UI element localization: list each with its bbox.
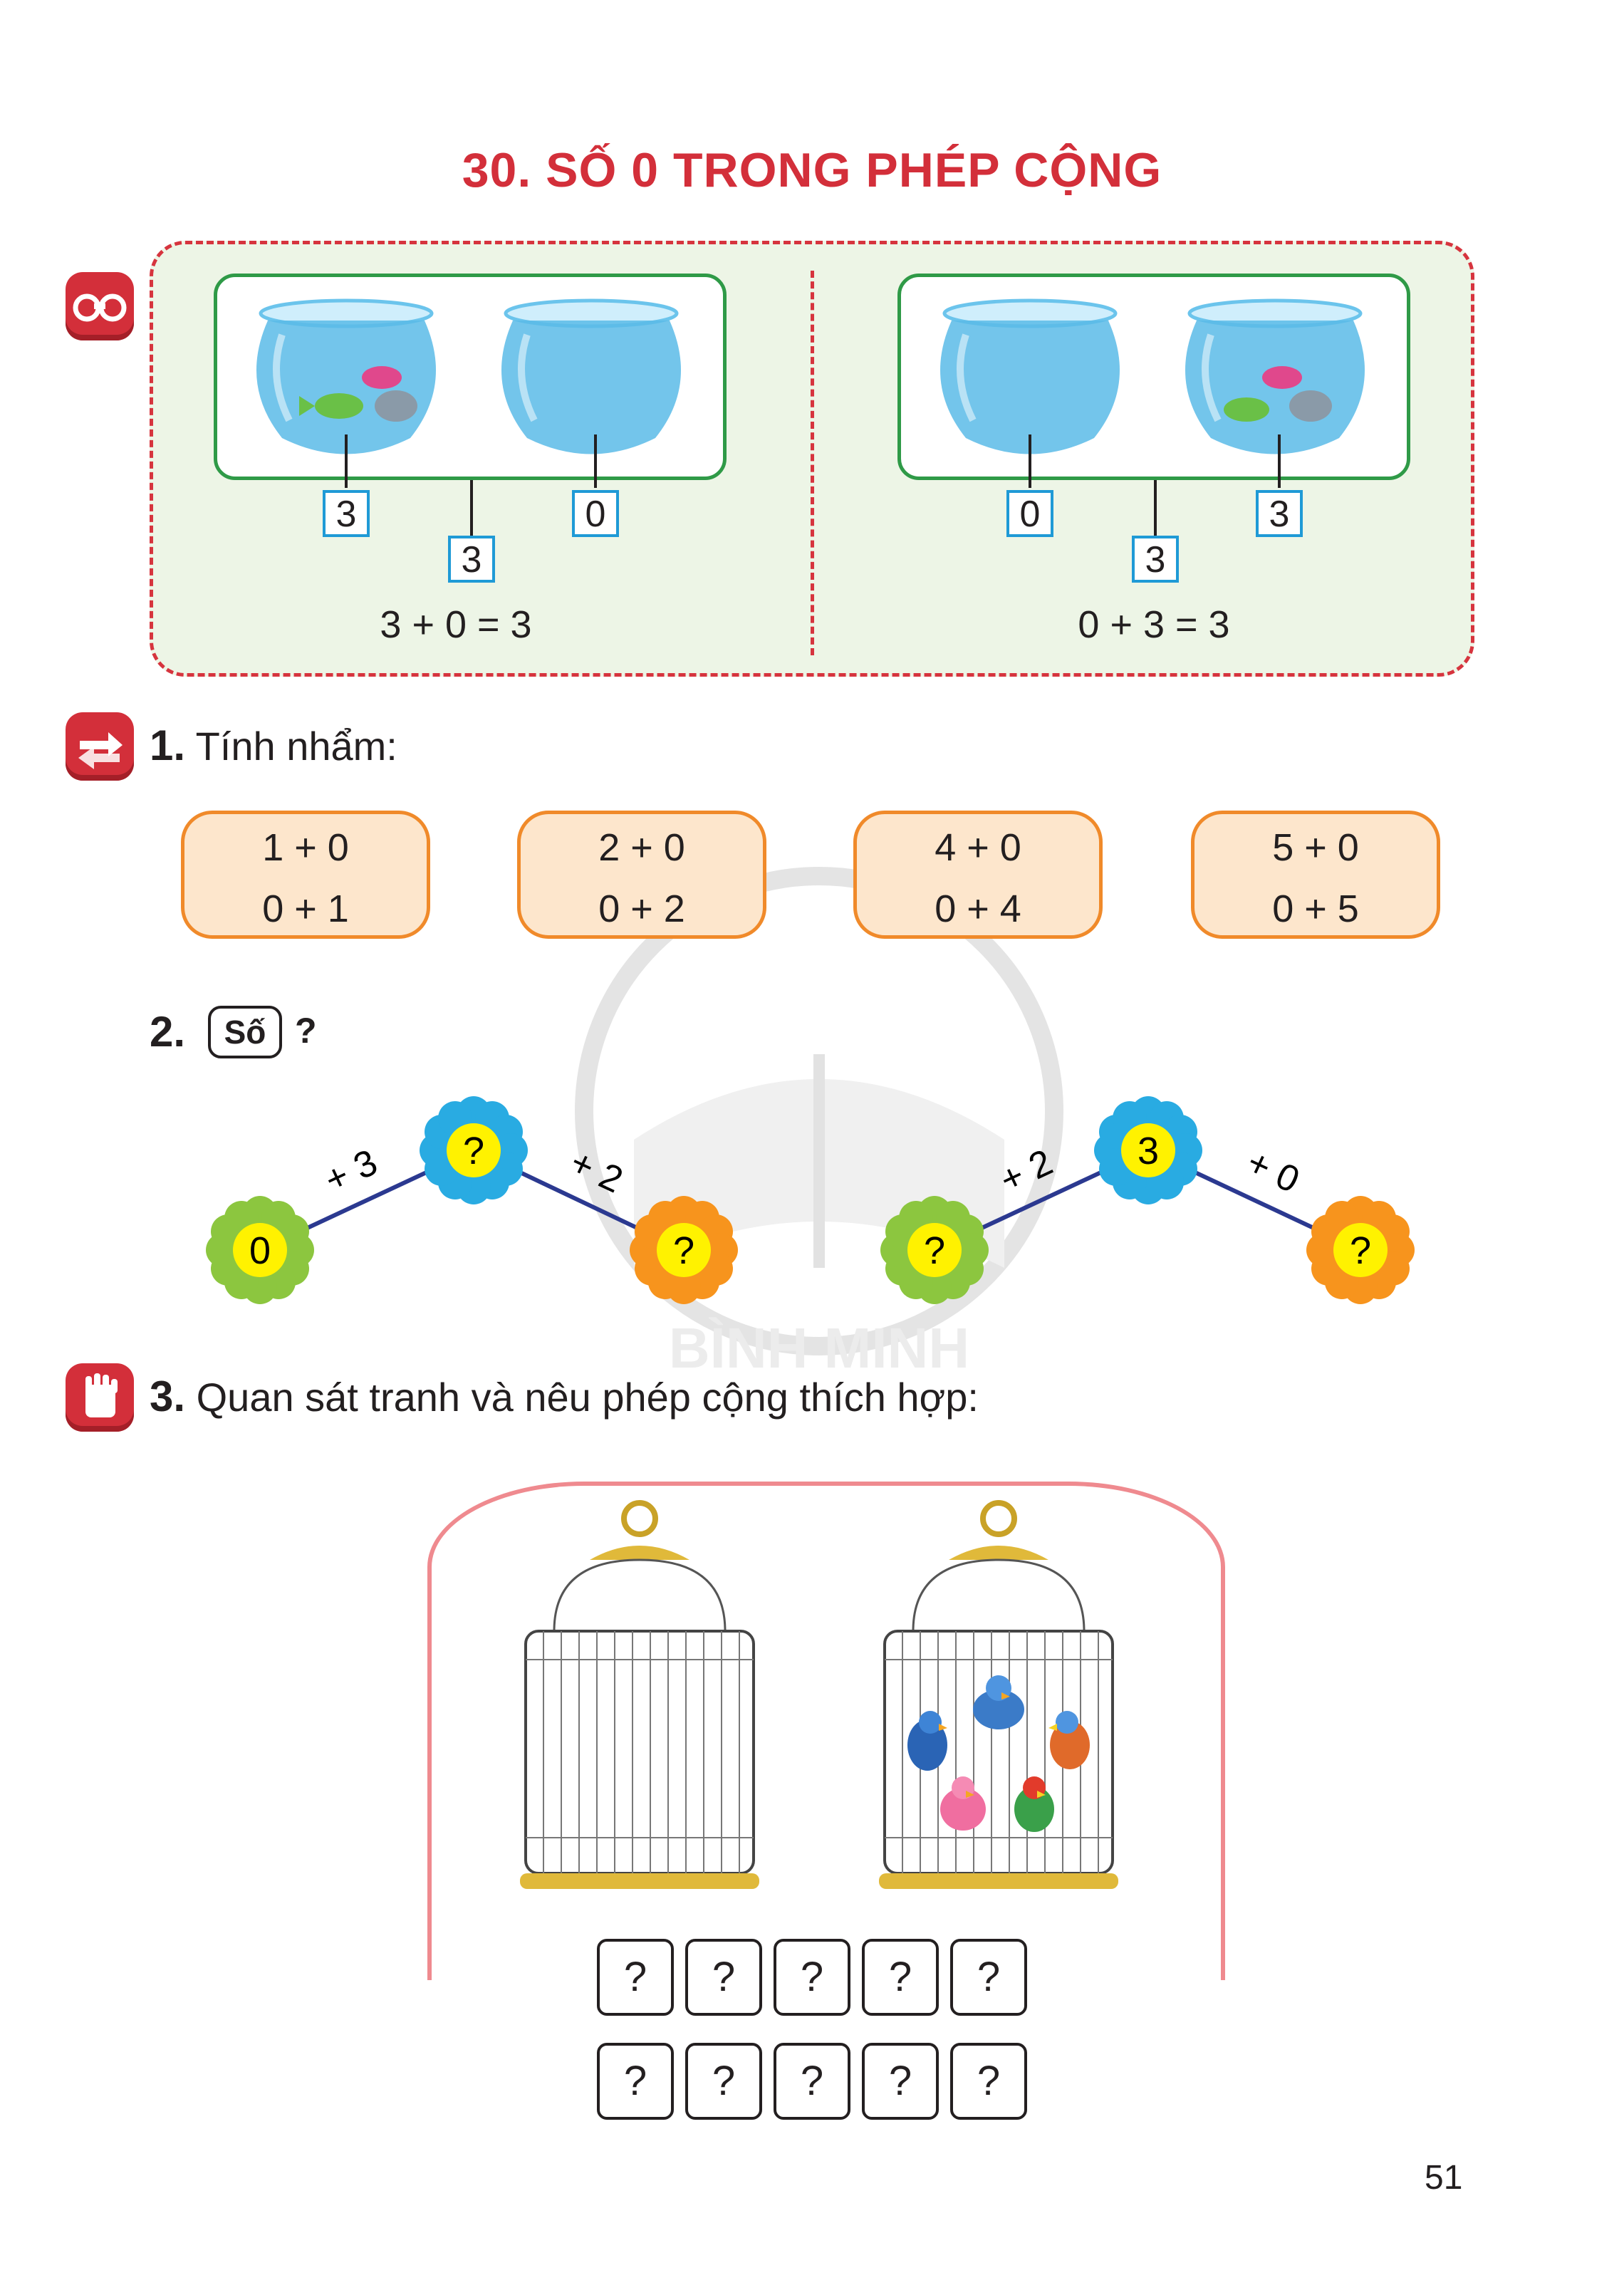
calc-line: 0 + 5 bbox=[1272, 887, 1359, 930]
number-box: 3 bbox=[323, 490, 370, 537]
number-box: 3 bbox=[1256, 490, 1303, 537]
calc-card bbox=[517, 811, 766, 939]
exercise-3-number: 3. bbox=[150, 1373, 186, 1420]
flower-value: ? bbox=[672, 1229, 695, 1272]
watermark-text: BÌNH MINH bbox=[668, 1316, 970, 1380]
birdcage-with-birds bbox=[870, 1496, 1127, 1895]
birdcage-empty bbox=[511, 1496, 768, 1895]
answer-box[interactable]: ? bbox=[774, 1939, 850, 2016]
operation-label: + 3 bbox=[318, 1141, 384, 1202]
exercise-1-title: Tính nhẩm: bbox=[195, 724, 397, 769]
answer-box[interactable]: ? bbox=[950, 1939, 1027, 2016]
number-box: 3 bbox=[448, 536, 495, 583]
flower-value: 0 bbox=[249, 1229, 271, 1272]
bird bbox=[907, 1711, 947, 1771]
calc-line: 0 + 2 bbox=[598, 887, 685, 930]
exercise-3-title: Quan sát tranh và nêu phép cộng thích hợp: bbox=[196, 1375, 979, 1420]
operation-label: + 2 bbox=[994, 1141, 1059, 1202]
flower-value: 3 bbox=[1137, 1130, 1160, 1172]
bird bbox=[1014, 1776, 1054, 1832]
intro-divider bbox=[811, 271, 814, 655]
answer-box[interactable]: ? bbox=[685, 2043, 762, 2120]
raised-hand-icon bbox=[66, 1363, 134, 1432]
binoculars-icon bbox=[66, 272, 134, 340]
flower-value: ? bbox=[462, 1130, 485, 1172]
bird bbox=[973, 1675, 1024, 1729]
answer-box[interactable]: ? bbox=[685, 1939, 762, 2016]
calc-line: 4 + 0 bbox=[935, 826, 1021, 869]
calc-line: 1 + 0 bbox=[262, 826, 349, 869]
answer-box[interactable]: ? bbox=[862, 1939, 939, 2016]
number-box: 0 bbox=[1006, 490, 1053, 537]
answer-box[interactable]: ? bbox=[774, 2043, 850, 2120]
flower-value: ? bbox=[1349, 1229, 1372, 1272]
answer-box[interactable]: ? bbox=[597, 2043, 674, 2120]
calc-line: 0 + 1 bbox=[262, 887, 349, 930]
calc-line: 2 + 0 bbox=[598, 826, 685, 869]
calc-line: 5 + 0 bbox=[1272, 826, 1359, 869]
page-title: 30. SỐ 0 TRONG PHÉP CỘNG bbox=[462, 143, 1162, 197]
exercise-1-number: 1. bbox=[150, 722, 186, 769]
equation-left: 3 + 0 = 3 bbox=[380, 603, 532, 646]
calc-card bbox=[1191, 811, 1440, 939]
so-label-box: Số bbox=[208, 1006, 282, 1058]
answer-box[interactable]: ? bbox=[597, 1939, 674, 2016]
answer-box[interactable]: ? bbox=[862, 2043, 939, 2120]
operation-label: + 2 bbox=[563, 1141, 629, 1202]
bird bbox=[1048, 1711, 1090, 1769]
exercise-3-heading bbox=[150, 1372, 979, 1421]
exercise-2-heading bbox=[150, 1007, 185, 1056]
flower-value: ? bbox=[923, 1229, 946, 1272]
equation-right: 0 + 3 = 3 bbox=[1078, 603, 1230, 646]
exercise-1-heading bbox=[150, 721, 397, 770]
number-box: 3 bbox=[1132, 536, 1179, 583]
answer-box[interactable]: ? bbox=[950, 2043, 1027, 2120]
number-box: 0 bbox=[572, 490, 619, 537]
bird bbox=[940, 1776, 986, 1831]
exercise-2-question-mark: ? bbox=[295, 1011, 317, 1051]
exercise-2-number: 2. bbox=[150, 1008, 186, 1056]
calc-card bbox=[853, 811, 1103, 939]
calc-line: 0 + 4 bbox=[935, 887, 1021, 930]
calc-card bbox=[181, 811, 430, 939]
page-number: 51 bbox=[1425, 2159, 1463, 2197]
exchange-arrows-icon bbox=[66, 712, 134, 781]
operation-label: + 0 bbox=[1240, 1141, 1306, 1202]
flower-chains bbox=[0, 1068, 1624, 1339]
